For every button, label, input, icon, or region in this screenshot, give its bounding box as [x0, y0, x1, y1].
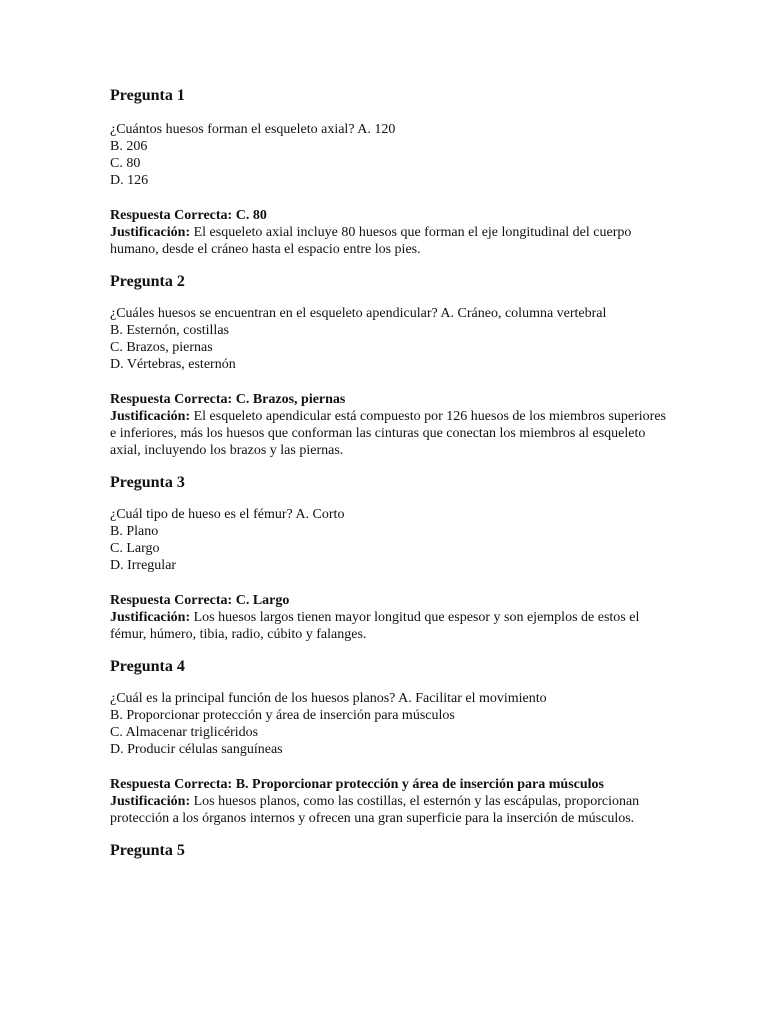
correct-answer-label: Respuesta Correcta:: [110, 208, 233, 223]
question-1-prompt: ¿Cuántos huesos forman el esqueleto axial? A. 120: [110, 122, 396, 137]
question-3-option-b: B. Plano: [110, 524, 159, 539]
justification-label: Justificación:: [110, 225, 191, 240]
question-5-heading: Pregunta 5: [110, 842, 185, 859]
justification-text: El esqueleto axial incluye 80 huesos que forman el eje longitudinal del cuerpo humano, desde el cráneo hasta el espacio entre los pies.: [110, 225, 632, 257]
question-1-answer-block: [110, 207, 670, 258]
correct-answer-label: Respuesta Correcta:: [110, 777, 233, 792]
document-page: [110, 86, 670, 861]
question-4-body: [110, 690, 670, 758]
question-1-justification: [110, 224, 670, 258]
question-2-correct-answer: [110, 391, 670, 408]
question-4-heading: Pregunta 4: [110, 658, 185, 675]
correct-answer-value: B. Proporcionar protección y área de inserción para músculos: [235, 777, 604, 792]
question-1-option-d: D. 126: [110, 173, 149, 188]
question-2-option-d: D. Vértebras, esternón: [110, 357, 236, 372]
question-3-correct-answer: [110, 592, 670, 609]
question-3-option-c: C. Largo: [110, 541, 160, 556]
question-1-option-b: B. 206: [110, 139, 148, 154]
question-3-answer-block: [110, 592, 670, 643]
correct-answer-value: C. Brazos, piernas: [235, 392, 346, 407]
correct-answer-value: C. 80: [235, 208, 267, 223]
question-1-correct-answer: [110, 207, 670, 224]
question-4-option-b: B. Proporcionar protección y área de inserción para músculos: [110, 708, 455, 723]
question-4-answer-block: [110, 776, 670, 827]
question-4-prompt: ¿Cuál es la principal función de los huesos planos? A. Facilitar el movimiento: [110, 691, 547, 706]
question-2-option-c: C. Brazos, piernas: [110, 340, 213, 355]
question-2-answer-block: [110, 391, 670, 459]
question-4-justification: [110, 793, 670, 827]
correct-answer-label: Respuesta Correcta:: [110, 392, 233, 407]
question-2-heading: Pregunta 2: [110, 273, 185, 290]
question-1-heading: Pregunta 1: [110, 87, 185, 104]
question-2-body: [110, 305, 670, 373]
question-3-heading: Pregunta 3: [110, 474, 185, 491]
correct-answer-label: Respuesta Correcta:: [110, 593, 233, 608]
justification-text: Los huesos largos tienen mayor longitud que espesor y son ejemplos de estos el fémur, húmero, tibia, radio, cúbito y falanges.: [110, 610, 640, 642]
question-3-prompt: ¿Cuál tipo de hueso es el fémur? A. Corto: [110, 507, 345, 522]
question-4-option-c: C. Almacenar triglicéridos: [110, 725, 259, 740]
question-4-correct-answer: [110, 776, 670, 793]
justification-label: Justificación:: [110, 794, 191, 809]
question-3-justification: [110, 609, 670, 643]
justification-text: Los huesos planos, como las costillas, el esternón y las escápulas, proporcionan protección a los órganos internos y ofrecen una gran superficie para la inserción de músculos.: [110, 794, 640, 826]
justification-label: Justificación:: [110, 610, 191, 625]
question-1-option-c: C. 80: [110, 156, 141, 171]
justification-label: Justificación:: [110, 409, 191, 424]
question-3-option-d: D. Irregular: [110, 558, 177, 573]
question-2-option-b: B. Esternón, costillas: [110, 323, 229, 338]
correct-answer-value: C. Largo: [235, 593, 290, 608]
question-3-body: [110, 506, 670, 574]
question-2-justification: [110, 408, 670, 459]
question-1-body: [110, 121, 670, 189]
question-2-prompt: ¿Cuáles huesos se encuentran en el esqueleto apendicular? A. Cráneo, columna vertebral: [110, 306, 607, 321]
question-4-option-d: D. Producir células sanguíneas: [110, 742, 283, 757]
justification-text: El esqueleto apendicular está compuesto por 126 huesos de los miembros superiores e inferiores, más los huesos que conforman las cinturas que conectan los miembros al esqueleto axial, incluyendo los brazos y las piernas.: [110, 409, 666, 458]
